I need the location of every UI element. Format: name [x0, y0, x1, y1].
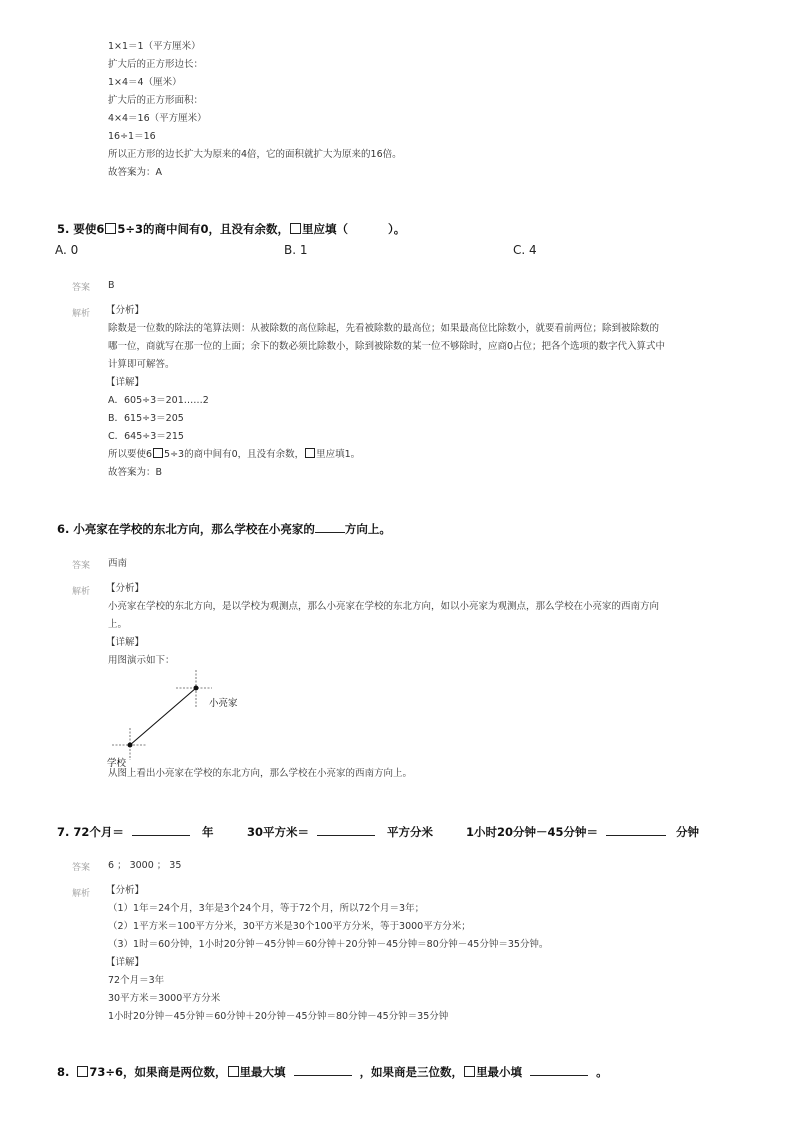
- school-label: 学校: [107, 758, 127, 769]
- solution-line: 16÷1＝16: [108, 131, 156, 142]
- solution-line: 4×4＝16（平方厘米）: [108, 113, 207, 124]
- question-part-1: 72个月＝: [73, 825, 124, 839]
- question-number: 6.: [57, 522, 70, 536]
- question-part-3: 1小时20分钟－45分钟＝: [466, 825, 599, 839]
- question-text-post: 方向上。: [344, 522, 391, 536]
- solution-line: 所以正方形的边长扩大为原来的4倍，它的面积就扩大为原来的16倍。: [108, 149, 402, 160]
- blank-box: [290, 223, 301, 234]
- analysis-line: 除数是一位数的除法的笔算法则：从被除数的高位除起，先看被除数的最高位；如果最高位比除数小，就要看前两位；除到被除数的: [108, 323, 660, 334]
- answer-label: 答案: [72, 863, 91, 873]
- home-label: 小亮家: [209, 698, 238, 709]
- blank-box: [228, 1066, 239, 1077]
- question-part: 里最小填: [476, 1065, 523, 1079]
- direction-diagram: [110, 668, 250, 768]
- analysis-line: （3）1时＝60分钟，1小时20分钟－45分钟＝60分钟＋20分钟－45分钟＝80分钟－45分钟＝35分钟。: [108, 939, 549, 950]
- detail-line: C．645÷3＝215: [108, 431, 184, 442]
- analysis-tag: 【分析】: [106, 305, 145, 316]
- question-number: 5.: [57, 222, 70, 236]
- conclusion-text: 里应填1。: [316, 449, 361, 460]
- analysis-line: 小亮家在学校的东北方向，是以学校为观测点，那么小亮家在学校的东北方向，如以小亮家为观测点，那么学校在小亮家的西南方向: [108, 601, 660, 612]
- school-point: [128, 743, 133, 748]
- final-answer: 从图上看出小亮家在学校的东北方向，那么学校在小亮家的西南方向上。: [108, 768, 413, 779]
- question-part: 里最大填: [239, 1065, 286, 1079]
- unit-2: 平方分米: [387, 825, 434, 839]
- answer-value: 西南: [108, 558, 128, 569]
- question-7: [57, 824, 213, 840]
- question-6: [57, 521, 391, 537]
- detail-line: B．615÷3＝205: [108, 413, 184, 424]
- unit-1: 年: [201, 825, 214, 839]
- answer-blank-1[interactable]: [132, 835, 190, 836]
- answer-blank-1[interactable]: [294, 1075, 352, 1076]
- answer-blank[interactable]: [315, 532, 345, 533]
- detail-line: 72个月＝3年: [108, 975, 165, 986]
- blank-box: [305, 448, 315, 458]
- question-text: 里应填（: [302, 222, 349, 236]
- detail-line: 1小时20分钟－45分钟＝60分钟＋20分钟－45分钟＝80分钟－45分钟＝35分钟: [108, 1011, 449, 1022]
- analysis-line: （2）1平方米＝100平方分米，30平方米是30个100平方分米，等于3000平方分米；: [108, 921, 471, 932]
- conclusion-text: 所以要使6: [108, 449, 153, 460]
- solution-line: 扩大后的正方形面积：: [108, 95, 204, 106]
- question-number: 7.: [57, 825, 70, 839]
- question-text-pre: 小亮家在学校的东北方向，那么学校在小亮家的: [73, 522, 315, 536]
- question-7-part-3: [466, 824, 699, 840]
- solution-line: 扩大后的正方形边长：: [108, 59, 204, 70]
- question-part: ，如果商是三位数，: [359, 1065, 464, 1079]
- analysis-tag: 【分析】: [106, 885, 145, 896]
- question-text: ）。: [388, 222, 406, 236]
- analysis-line: 计算即可解答。: [108, 359, 175, 370]
- analysis-label: 解析: [72, 587, 91, 597]
- question-5: [57, 221, 405, 237]
- question-7-part-2: [247, 824, 433, 840]
- blank-box: [105, 223, 116, 234]
- analysis-tag: 【分析】: [106, 583, 145, 594]
- solution-line: 1×4＝4（厘米）: [108, 77, 182, 88]
- detail-line: A．605÷3＝201……2: [108, 395, 209, 406]
- analysis-line: （1）1年＝24个月，3年是3个24个月，等于72个月，所以72个月＝3年；: [108, 903, 425, 914]
- question-part-2: 30平方米＝: [247, 825, 310, 839]
- detail-tag: 【详解】: [106, 637, 145, 648]
- connecting-line: [130, 688, 196, 745]
- answer-blank-2[interactable]: [530, 1075, 588, 1076]
- final-answer: 故答案为：B: [108, 467, 163, 478]
- answer-label: 答案: [72, 561, 91, 571]
- solution-line: 1×1＝1（平方厘米）: [108, 41, 201, 52]
- question-8: [57, 1064, 608, 1080]
- detail-intro: 用图演示如下：: [108, 655, 175, 666]
- answer-value: 6 ； 3000 ； 35: [108, 860, 182, 871]
- detail-tag: 【详解】: [106, 377, 145, 388]
- question-text: 5÷3的商中间有0，且没有余数，: [117, 222, 290, 236]
- conclusion-line: [108, 448, 360, 461]
- analysis-label: 解析: [72, 889, 91, 899]
- solution-line: 故答案为：A: [108, 167, 162, 178]
- answer-blank-2[interactable]: [317, 835, 375, 836]
- option-b[interactable]: B. 1: [284, 243, 308, 257]
- question-number: 8.: [57, 1065, 70, 1079]
- conclusion-text: 5÷3的商中间有0，且没有余数，: [164, 449, 305, 460]
- analysis-label: 解析: [72, 309, 91, 319]
- answer-blank-3[interactable]: [606, 835, 666, 836]
- answer-label: 答案: [72, 283, 91, 293]
- analysis-line: 上。: [108, 619, 128, 630]
- question-text-pre: 要使6: [73, 222, 105, 236]
- unit-3: 分钟: [676, 825, 700, 839]
- blank-box: [77, 1066, 88, 1077]
- detail-line: 30平方米＝3000平方分米: [108, 993, 221, 1004]
- answer-value: B: [108, 280, 115, 291]
- detail-tag: 【详解】: [106, 957, 145, 968]
- option-a[interactable]: A. 0: [55, 243, 79, 257]
- home-point: [194, 686, 199, 691]
- question-part: 。: [596, 1065, 608, 1079]
- option-c[interactable]: C. 4: [513, 243, 537, 257]
- analysis-line: 哪一位，商就写在那一位的上面；余下的数必须比除数小，除到被除数的某一位不够除时，应商0占位；把各个选项的数字代入算式中: [108, 341, 666, 352]
- blank-box: [464, 1066, 475, 1077]
- question-part: 73÷6，如果商是两位数，: [89, 1065, 227, 1079]
- blank-box: [153, 448, 163, 458]
